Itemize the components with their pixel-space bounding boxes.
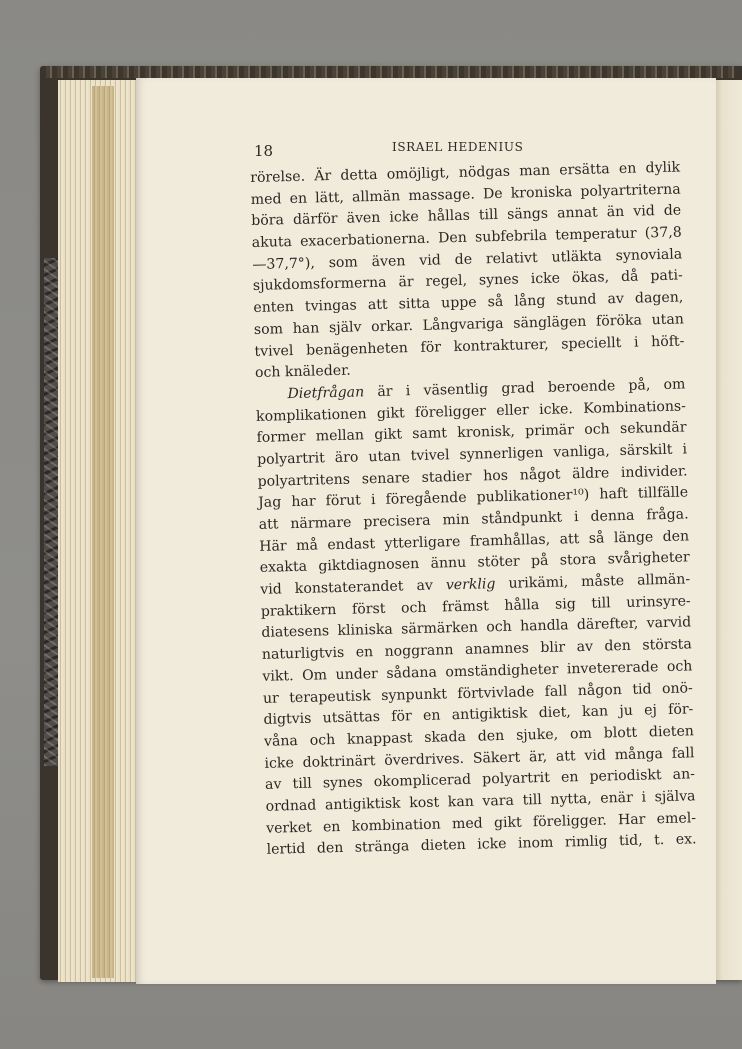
text-line-part: naturligtvis en noggrann anamnes blir av den största <box>261 636 692 663</box>
text-line-part: är i väsentlig grad beroende på, om <box>363 376 686 401</box>
text-line-part: och knäleder. <box>254 362 352 382</box>
body-text <box>250 157 697 861</box>
text-line-part: enten tvingas att sitta uppe så lång stund av dagen, <box>253 289 684 317</box>
text-line-part: vikt. Om under sådana omständigheter invetererade och <box>262 658 693 685</box>
text-line-part: Jag har förut i föregående publikationer¹⁰) haft tillfälle <box>257 484 689 512</box>
text-line-part: komplikationen gikt föreligger eller icke. Kombinations- <box>255 397 687 425</box>
text-line-part: former mellan gikt samt kronisk, primär och sekundär <box>256 419 687 447</box>
book-headband <box>46 66 736 78</box>
text-line-part: verket en kombination med gikt föreligger. Har emel- <box>265 809 697 837</box>
text-line-part: praktikern först och främst hålla sig till urinsyre- <box>260 593 691 620</box>
italic-term: verklig <box>445 576 496 594</box>
text-line-part: tvivel benägenheten för kontrakturer, speciellt i höft- <box>254 332 685 360</box>
text-line-part: ur terapeutisk synpunkt förtvivlade fall någon tid onö- <box>262 679 694 707</box>
text-line-part: diatesens kliniska särmärken och handla därefter, varvid <box>261 614 692 642</box>
text-line-part: sjukdomsformerna är regel, synes icke ökas, då pati- <box>252 267 683 295</box>
page-edges-shadow <box>92 86 114 978</box>
text-line-part: polyartritens senare stadier hos något äldre individer. <box>257 463 688 490</box>
text-line-part: urikämi, måste allmän- <box>495 571 691 593</box>
page-number: 18 <box>254 142 274 160</box>
facing-page-edge <box>714 80 742 980</box>
text-line-part: digtvis utsättas för en antigiktisk diet, kan ju ej för- <box>263 701 694 729</box>
text-line-part: Här må endast ytterligare framhållas, att så länge den <box>259 528 690 555</box>
text-line-part: exakta giktdiagnosen ännu stöter på stora svårigheter <box>259 549 690 577</box>
text-line-part: av till synes okomplicerad polyartrit en periodiskt an- <box>264 766 696 794</box>
text-line-part: att närmare precisera min ståndpunkt i denna fråga. <box>258 506 689 533</box>
text-line-part: ordnad antigiktisk kost kan vara till nytta, enär i själva <box>265 788 696 815</box>
text-line-part: våna och knappast skada den sjuke, om blott dieten <box>263 723 695 750</box>
text-line-part: polyartrit äro utan tvivel synnerligen vanliga, särskilt i <box>256 441 688 468</box>
italic-term: Dietfrågan <box>287 384 365 403</box>
text-line-part: böra därför även icke hållas till sängs annat än vid de <box>251 202 682 230</box>
running-head: ISRAEL HEDENIUS <box>392 140 524 154</box>
text-line-part: rörelse. Är detta omöjligt, nödgas man ersätta en dylik <box>250 159 681 186</box>
text-line-part: icke doktrinärt överdrives. Säkert är, att vid många fall <box>264 744 695 772</box>
text-line-part: med en lätt, allmän massage. De kroniska polyartriterna <box>250 181 681 208</box>
text-line-part: lertid den stränga dieten icke inom rimlig tid, t. ex. <box>266 831 697 859</box>
text-line-part: vid konstaterandet av <box>260 577 447 598</box>
text-line-part: som han själv orkar. Långvariga sänglägen föröka utan <box>253 311 685 338</box>
text-line-part: akuta exacerbationerna. Den subfebrila temperatur (37,8 <box>251 224 682 252</box>
text-line-part: —37,7°), som även vid de relativt utläkta synoviala <box>252 246 683 273</box>
